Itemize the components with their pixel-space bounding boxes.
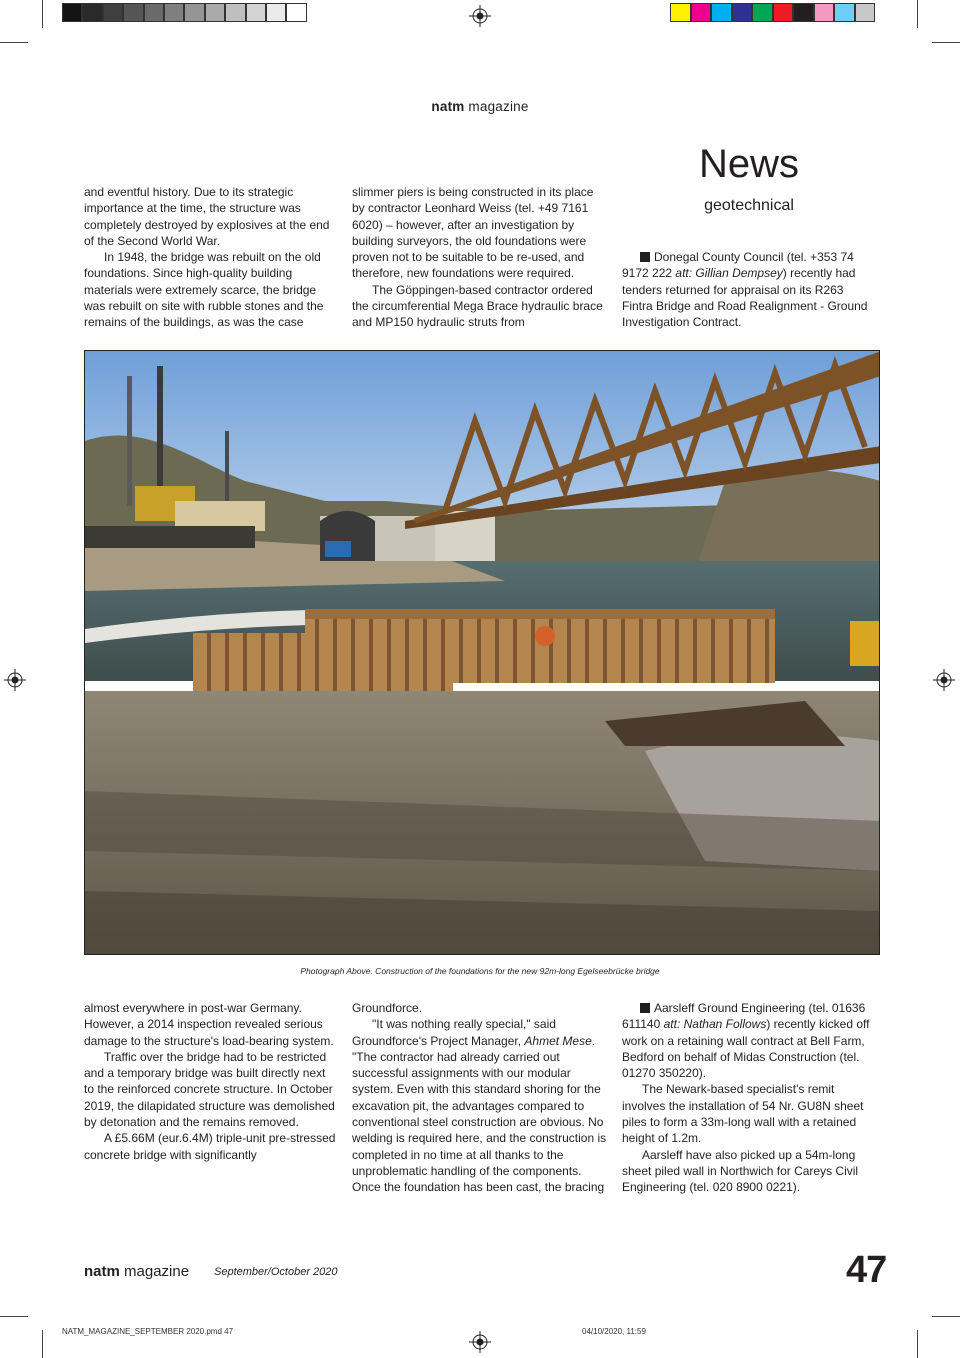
calibration-swatch (711, 3, 732, 22)
print-slug-file: NATM_MAGAZINE_SEPTEMBER 2020.pmd 47 (62, 1327, 234, 1336)
news-item-lead: Aarsleff Ground Engineering (tel. 01636 611140 (622, 1001, 866, 1032)
calibration-swatch (164, 3, 184, 22)
bullet-square-icon (640, 1003, 650, 1013)
paragraph: Groundforce. (352, 1001, 423, 1015)
crop-mark (0, 42, 28, 43)
footer-brand-rest: magazine (119, 1263, 190, 1280)
page-number: 47 (846, 1249, 887, 1291)
top-left-column (84, 184, 336, 331)
registration-mark-icon (4, 669, 26, 691)
section-title: News (698, 142, 800, 186)
paragraph: In 1948, the bridge was rebuilt on the old foundations. Since high-quality building materials were extremely scarce, the bridge was rebuilt on site with rubble stones and the remains of the buildings, as was the case (84, 250, 324, 330)
quote-person: Ahmet Mese (524, 1033, 592, 1048)
section-subtitle: geotechnical (704, 197, 794, 214)
construction-photo (84, 350, 880, 955)
news-item-body: ) recently had tenders returned for appraisal on its R263 Fintra Bridge and Road Realignment - Ground Investigation Contract. (622, 266, 868, 330)
top-middle-column (352, 184, 608, 331)
top-right-column (622, 249, 874, 330)
calibration-swatch (793, 3, 814, 22)
calibration-swatch (855, 3, 876, 22)
footer-brand-bold: natm (84, 1263, 120, 1280)
paragraph: almost everywhere in post-war Germany. However, a 2014 inspection revealed serious damage to the structure's load-bearing system. (84, 1001, 334, 1048)
paragraph: The Newark-based specialist's remit involves the installation of 54 Nr. GU8N sheet piles to form a 33m-long wall with a retained height of 1.2m. (622, 1082, 864, 1146)
photo-caption: Photograph Above. Construction of the foundations for the new 92m-long Egelseebrücke bridge (300, 966, 660, 976)
calibration-swatch (773, 3, 794, 22)
bottom-middle-column (352, 1000, 608, 1196)
bullet-square-icon (640, 252, 650, 262)
calibration-swatch (834, 3, 855, 22)
news-item-contact: att: Nathan Follows (663, 1017, 767, 1032)
paragraph: The Göppingen-based contractor ordered the circumferential Mega Brace hydraulic brace and MP150 hydraulic struts from (352, 282, 603, 330)
calibration-swatch (670, 3, 691, 22)
calibration-swatch (62, 3, 82, 22)
crop-mark (42, 1330, 43, 1358)
news-item-body: ) recently kicked off work on a retaining wall contract at Bell Farm, Bedford on behalf of Midas Construction (tel. 01270 350220). (622, 1017, 870, 1081)
crop-mark (932, 42, 960, 43)
crop-mark (0, 1316, 28, 1317)
quote-body: . "The contractor had already carried out successful assignments with our modular system. Even with this standard shoring for the excavation pit, the advantages compared to conventional steel construction are obvious. No welding is required here, and the construction is completed in no time at all thanks to the unproblematic handling of the components. Once the foundation has been cast, the bracing (352, 1033, 607, 1195)
crop-mark (932, 1316, 960, 1317)
calibration-swatch (123, 3, 143, 22)
quote-lead: "It was nothing really special," said Groundforce's Project Manager, (352, 1017, 556, 1048)
footer-brand (84, 1263, 189, 1280)
calibration-swatch (82, 3, 102, 22)
news-item-contact: att: Gillian Dempsey (675, 266, 783, 281)
registration-mark-icon (933, 669, 955, 691)
calibration-swatch (103, 3, 123, 22)
bottom-right-column (622, 1000, 876, 1196)
calibration-swatch (184, 3, 204, 22)
calibration-swatch (814, 3, 835, 22)
crop-mark (917, 1330, 918, 1358)
news-item-lead: Donegal County Council (tel. +353 74 9172 222 (622, 250, 854, 281)
issue-date: September/October 2020 (214, 1266, 338, 1278)
registration-mark-icon (469, 5, 491, 27)
crop-mark (42, 0, 43, 28)
calibration-swatch (266, 3, 286, 22)
registration-mark-icon (469, 1331, 491, 1353)
calibration-swatch (246, 3, 266, 22)
calibration-swatch (205, 3, 225, 22)
bottom-left-column (84, 1000, 336, 1163)
calibration-swatch (732, 3, 753, 22)
print-slug-timestamp: 04/10/2020, 11:59 (582, 1327, 646, 1336)
calibration-swatch (144, 3, 164, 22)
brand-rest: magazine (464, 99, 529, 114)
magazine-header (0, 99, 960, 114)
calibration-swatch (752, 3, 773, 22)
paragraph: A £5.66M (eur.6.4M) triple-unit pre-stressed concrete bridge with significantly (84, 1131, 336, 1162)
paragraph: and eventful history. Due to its strategic importance at the time, the structure was completely destroyed by explosives at the end of the Second World War. (84, 185, 330, 248)
paragraph: slimmer piers is being constructed in its place by contractor Leonhard Weiss (tel. +49 7161 6020) – however, after an investigation by building surveyors, the old foundations were proven not to be suitable to be re-used, and therefore, new foundations were required. (352, 185, 594, 281)
paragraph: Traffic over the bridge had to be restricted and a temporary bridge was built directly next to the reinforced concrete structure. In October 2019, the dilapidated structure was demolished by detonation and the remains removed. (84, 1049, 335, 1130)
calibration-swatch (225, 3, 245, 22)
paragraph: Aarsleff have also picked up a 54m-long sheet piled wall in Northwich for Careys Civil Engineering (tel. 020 8900 0221). (622, 1147, 859, 1195)
brand-bold: natm (431, 99, 465, 114)
calibration-swatch (691, 3, 712, 22)
calibration-swatch (286, 3, 306, 22)
crop-mark (917, 0, 918, 28)
